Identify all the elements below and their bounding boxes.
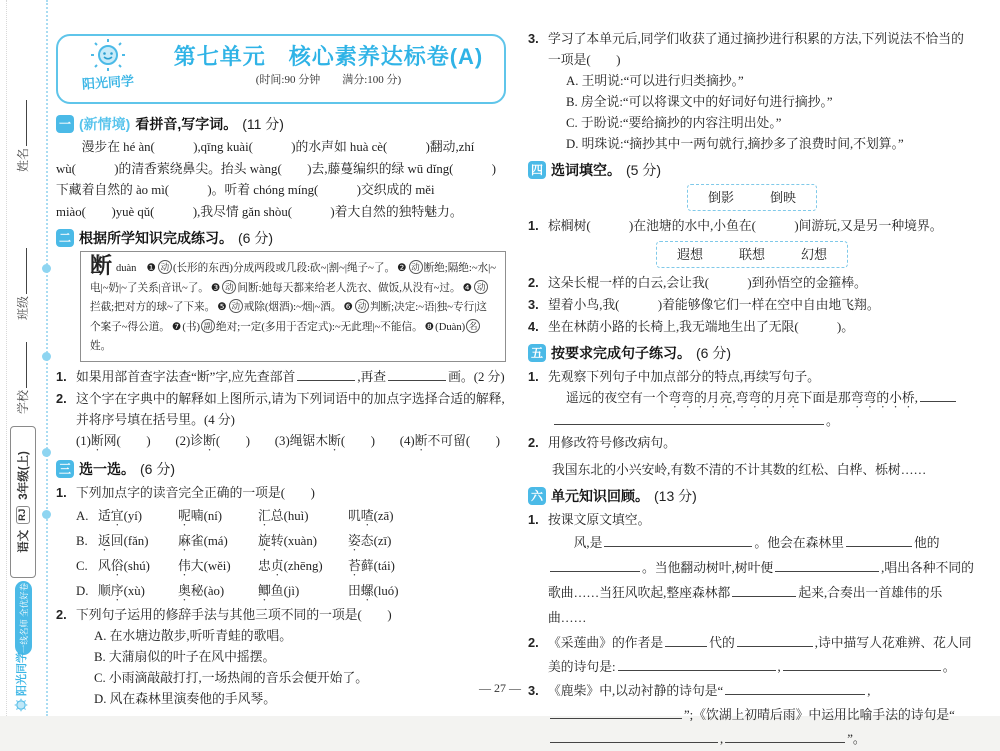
choice-option: B. 大蒲扇似的叶子在风中摇摆。 (94, 649, 276, 664)
dotted-char: 麻 (178, 533, 191, 548)
choice-word (98, 554, 178, 579)
section-4-title: 选词填空。 (551, 162, 621, 178)
answer-blank (783, 657, 941, 671)
dotted-part: 弯弯的月亮 (668, 391, 733, 405)
dotted-char: 伟 (178, 558, 191, 573)
passage-part: 风,是 (573, 536, 603, 550)
question-number: 1. (528, 512, 539, 527)
part-of-speech-icon: 动 (229, 299, 243, 313)
entry-note: (书) (182, 321, 201, 333)
entry-number: ❹ (462, 282, 473, 294)
question-text: 下列句子运用的修辞手法与其他三项不同的一项是( ) (76, 607, 392, 622)
sentence-part: , (732, 391, 736, 405)
section-5-badge: 五 (528, 344, 546, 362)
sentence-part: 下面是那 (799, 391, 851, 405)
dotted-char: 苔 (348, 558, 361, 573)
item-text: ( ) (215, 433, 251, 448)
section-6-header (528, 486, 976, 506)
section-6-title: 单元知识回顾。 (551, 488, 649, 504)
dict-entry (144, 263, 395, 274)
item-text: 棕榈树( )在池塘的水中,小鱼在( )间游玩,又是另一种境界。 (548, 219, 943, 233)
question-text: 。 (942, 660, 956, 674)
page-title: 第七单元 核心素养达标卷(A) (173, 44, 484, 69)
answer-blank (297, 367, 355, 381)
section-5-points: (6 分) (696, 345, 731, 361)
choice-row (56, 504, 506, 529)
part-of-speech-icon: 动 (158, 260, 172, 274)
choice-word (178, 529, 258, 554)
item-text: 网( ) (103, 433, 151, 448)
sentence-part: , (914, 391, 918, 405)
margin-dot (42, 264, 51, 273)
answer-blank (550, 705, 682, 719)
choice-word (348, 504, 393, 529)
question-text: , (777, 660, 781, 674)
section-3-title: 选一选。 (79, 460, 135, 477)
section-1-title: 看拼音,写字词。 (135, 116, 238, 132)
name-label-text: 姓名 (16, 147, 30, 172)
question (528, 432, 976, 454)
dotted-char: 贞 (270, 558, 284, 573)
class-label (14, 246, 31, 320)
entry-text: 判断;决定:~语|独~专行|这个案子~得公道。 (90, 302, 487, 333)
question-text: ,诗中描写人花难辨、花人同美的诗句是: (548, 636, 972, 674)
word-item (400, 431, 500, 454)
part-of-speech-icon: 动 (355, 299, 369, 313)
section-4-badge: 四 (528, 161, 546, 179)
page-edge-dotted-line (6, 0, 7, 716)
choice-option: A. 在水塘边散步,听听青蛙的歌唱。 (94, 628, 292, 643)
header-box (56, 34, 506, 104)
answer-blank (550, 558, 640, 572)
answer-blank (775, 558, 879, 572)
part-of-speech-icon: 名 (466, 319, 480, 333)
answer-blank (846, 533, 912, 547)
book-edition: RJ (16, 506, 30, 524)
item-number: 1. (528, 218, 539, 233)
question-text: ,再查 (357, 369, 387, 384)
dotted-char: 奥 (178, 583, 191, 598)
fill-item (528, 272, 976, 294)
choice-word (178, 554, 258, 579)
word-part: 回(fǎn) (110, 533, 149, 548)
choice-word (258, 529, 348, 554)
word-part: 雀(má) (190, 533, 228, 548)
choice-word: 幻想 (801, 247, 828, 262)
choice-word (348, 554, 395, 579)
book-edition-box (10, 426, 36, 578)
choice-word (178, 504, 258, 529)
question (528, 366, 976, 388)
question-text: ”。 (847, 732, 866, 746)
fill-item (528, 316, 976, 338)
book-grade: 3年级(上) (18, 451, 30, 500)
question (56, 604, 506, 626)
word-part: 风 (98, 558, 111, 573)
section-1-header (56, 114, 506, 134)
section-1-badge: 一 (56, 115, 74, 133)
word-part: (shú) (123, 558, 150, 573)
answer-blank (550, 729, 718, 743)
example-sentence (528, 388, 976, 411)
question-text: ”;《饮湖上初晴后雨》中运用比喻手法的诗句是“ (684, 708, 955, 722)
question (528, 631, 976, 679)
choice-option: C. 小雨滴敲敲打打,一场热闹的音乐会便开始了。 (94, 670, 369, 685)
item-text: (4) (399, 433, 415, 448)
slogan-text: 一线名师 全优好卷 (18, 582, 29, 654)
entry-number: ❼ (171, 321, 182, 333)
choice-option: B. 房全说:“可以将课文中的好词好句进行摘抄。” (566, 95, 833, 109)
question-text: 《采莲曲》的作者是 (548, 636, 664, 650)
question-number: 2. (56, 390, 67, 406)
question-text: 按课文原文填空。 (548, 513, 651, 527)
school-label (14, 340, 31, 414)
choice-word (348, 579, 398, 604)
word-choice-box (656, 241, 848, 268)
student-name-label (14, 98, 31, 172)
word-part: (luó) (373, 583, 399, 598)
side-brand-name: 阳光同学 (16, 652, 28, 696)
entry-number: ❺ (217, 302, 227, 313)
word-part: 态(zī) (360, 533, 392, 548)
word-item (275, 431, 375, 454)
question-text: 画。 (448, 369, 474, 384)
entry-text: (长形的东西)分成两段或几段:砍~|割~|绳子~了。 (172, 263, 396, 274)
header-subtitle: (时间:90 分钟 满分:100 分) (255, 74, 402, 86)
answer-line (528, 411, 976, 432)
answer-blank (725, 729, 845, 743)
question (56, 388, 506, 431)
choice-letter: B. (76, 533, 88, 548)
choice-letter: D. (76, 583, 89, 598)
word-part: 顺 (98, 583, 111, 598)
word-part: 秘(ào) (190, 583, 225, 598)
name-blank (14, 100, 27, 146)
section-3-points: (6 分) (140, 460, 175, 477)
passage-part: 。他会在森林里 (754, 536, 844, 550)
right-column (528, 28, 976, 751)
choice-row (56, 554, 506, 579)
dotted-char: 序 (110, 583, 124, 598)
question (56, 482, 506, 504)
answer-blank (388, 367, 446, 381)
class-blank (14, 248, 27, 294)
dotted-char: 宜 (110, 508, 124, 523)
section-1-tag: (新情境) (79, 116, 131, 132)
entry-text: 间断:她每天都来给老人洗衣、做饭,从没有~过。 (237, 282, 461, 294)
dict-entry (209, 283, 461, 294)
question-text: 用修改符号修改病句。 (548, 436, 676, 450)
dotted-char: 返 (98, 533, 111, 548)
word-part: 叽 (348, 508, 361, 523)
passage-part: 他的 (913, 536, 940, 550)
passage-fill (528, 531, 976, 631)
word-part: 大(wěi) (190, 558, 231, 573)
pinyin-paragraph: 漫步在 hé àn( ),qīng kuài( )的水声如 huà cè( )翻动,zhí wù( )的清香萦绕鼻尖。抬头 wàng( )去,藤蔓编织的绿 wū dǐng( )下藏着自然的 ào mì( )。听着 chóng míng( )交织成的 měi miào( )yuè qǔ( ),我尽情 gǎn shòu( )着大自然的独特魅力。 (56, 140, 497, 219)
choice-word (98, 504, 178, 529)
question-points: (2 分) (473, 369, 505, 384)
answer-blank (604, 533, 752, 547)
word-part: (zā) (373, 508, 394, 523)
question-text: 下列加点字的读音完全正确的一项是( ) (76, 485, 315, 500)
dotted-char: 断 (90, 433, 104, 448)
item-text: (1) (76, 433, 91, 448)
question-number: 3. (528, 683, 539, 698)
sun-mascot-icon (88, 38, 128, 72)
question-text: 如果用部首查字法查“断”字,应先查部首 (76, 369, 296, 384)
section-2-points: (6 分) (238, 230, 273, 246)
entry-number: ❷ (397, 263, 407, 274)
dotted-part: 弯弯的月亮 (735, 391, 800, 405)
answer-blank (737, 633, 813, 647)
word-part: 总(huì) (270, 508, 309, 523)
class-label-text: 班级 (16, 295, 30, 320)
question (528, 28, 976, 71)
choice-word (258, 579, 348, 604)
item-number: 2. (528, 275, 539, 290)
entry-text: 戒除(烟酒):~烟|~酒。 (243, 302, 342, 313)
section-3-header (56, 459, 506, 479)
dotted-char: 姿 (348, 533, 361, 548)
choice-word (98, 579, 178, 604)
entry-number: ❻ (343, 302, 353, 313)
entry-number: ❶ (146, 263, 156, 274)
sun-mascot-icon (14, 698, 28, 712)
margin-dot (42, 352, 51, 361)
question-text: , (867, 684, 871, 698)
margin-dot (42, 510, 51, 519)
dictionary-box (80, 251, 506, 362)
book-subject: 语文 (18, 529, 30, 553)
dotted-char: 呢 (178, 508, 191, 523)
left-column (56, 34, 506, 710)
answer-blank (618, 657, 776, 671)
section-2-header (56, 228, 506, 248)
question-number: 3. (528, 31, 539, 46)
word-part: 适 (98, 508, 111, 523)
slogan-pill (15, 581, 32, 655)
part-of-speech-icon: 动 (474, 280, 488, 294)
dict-entry (170, 322, 423, 333)
dictionary-headword: 断 (90, 253, 113, 278)
sentence-to-correct: 我国东北的小兴安岭,有数不清的不计其数的红松、白桦、栎树…… (552, 463, 927, 477)
item-text: 望着小鸟,我( )着能够像它们一样在空中自由地飞翔。 (548, 298, 880, 312)
part-of-speech-icon: 副 (201, 319, 215, 333)
entry-number: ❽ (424, 321, 435, 333)
passage-part: 起来,合奏出一首雄伟的乐曲…… (548, 586, 943, 625)
item-text: (2)诊 (175, 433, 204, 448)
choice-option: D. 明珠说:“摘抄其中一两句就行,摘抄多了浪费时间,不划算。” (566, 137, 904, 151)
fill-item (528, 215, 976, 237)
word-part: 藓(tái) (360, 558, 395, 573)
choice-word (348, 529, 391, 554)
question-points: (4 分) (203, 412, 235, 427)
brand-name: 阳光同学 (81, 73, 135, 92)
school-label-text: 学校 (16, 389, 30, 414)
fill-item (528, 294, 976, 316)
entry-text: 拦截;把对方的球~了下来。 (90, 302, 216, 313)
entry-text: 绝对;一定(多用于否定式):~无此理|~不能信。 (216, 321, 423, 333)
brand-logo (66, 38, 150, 93)
entry-number: ❸ (210, 282, 221, 294)
choice-word (98, 529, 178, 554)
choice-row (56, 529, 506, 554)
part-of-speech-icon: 动 (409, 260, 423, 274)
school-blank (14, 342, 27, 388)
item-text: 这朵长棍一样的白云,会让我( )到孙悟空的金箍棒。 (548, 276, 867, 290)
question-text: , (720, 732, 724, 746)
question-number: 1. (528, 369, 539, 384)
question-number: 1. (56, 484, 67, 500)
choice-option: A. 王明说:“可以进行归类摘抄。” (566, 74, 744, 88)
question (56, 366, 506, 388)
word-part: (yí) (123, 508, 143, 523)
word-choice-box (687, 184, 817, 211)
answer-blank (554, 411, 824, 425)
question-text: 《鹿柴》中,以动衬静的诗句是“ (548, 684, 724, 698)
word-item (175, 431, 250, 454)
section-3-badge: 三 (56, 460, 74, 478)
word-part: 喃(ní) (190, 508, 223, 523)
section-6-badge: 六 (528, 487, 546, 505)
part-of-speech-icon: 动 (222, 280, 236, 294)
choice-word: 倒映 (770, 190, 797, 205)
question-number: 1. (56, 368, 67, 384)
item-text: (3)绳锯木 (274, 433, 329, 448)
sentence-part: 。 (826, 414, 839, 428)
item-number: 4. (528, 319, 539, 334)
answer-blank (920, 388, 956, 402)
choice-option: C. 于盼说:“要给摘抄的内容注明出处。” (566, 116, 782, 130)
item-text: 不可留( ) (427, 433, 500, 448)
word-part: (zhēng) (283, 558, 323, 573)
word-part: 鱼(jì) (270, 583, 300, 598)
word-items-row (56, 431, 506, 454)
choice-letter: A. (76, 508, 89, 523)
choice-word (178, 579, 258, 604)
question-text: 这个字在字典中的解释如上图所示,请为下列词语中的加点字选择合适的解释,并将序号填在括号里。 (76, 391, 505, 427)
word-part: (xù) (123, 583, 145, 598)
item-text: 坐在林荫小路的长椅上,我无端地生出了无限( )。 (548, 320, 855, 334)
section-1-points: (11 分) (242, 116, 284, 132)
choice-word: 联想 (738, 247, 765, 262)
dotted-char: 喳 (360, 508, 374, 523)
word-part: 忠 (258, 558, 271, 573)
word-part: 转(xuàn) (270, 533, 317, 548)
choice-option: D. 风在森林里演奏他的手风琴。 (94, 691, 276, 706)
section-5-header (528, 343, 976, 363)
passage-part: 。当他翻动树叶,树叶便 (642, 561, 774, 575)
word-item (76, 431, 151, 454)
dotted-char: 螺 (360, 583, 374, 598)
answer-blank (732, 583, 796, 597)
word-part: 田 (348, 583, 361, 598)
dotted-char: 鲫 (258, 583, 271, 598)
choice-word: 倒影 (707, 190, 734, 205)
item-number: 3. (528, 297, 539, 312)
passage-part: ,唱出各种不同的歌曲……当狂风吹起,整座森林都 (548, 561, 974, 600)
dotted-char: 俗 (110, 558, 124, 573)
question-text: 代的 (709, 636, 735, 650)
dotted-char: 断 (414, 433, 428, 448)
section-4-header (528, 160, 976, 180)
entry-note: (Duàn) (435, 321, 466, 333)
dict-entry (215, 302, 341, 313)
margin-dot (42, 448, 51, 457)
dotted-char: 旋 (258, 533, 271, 548)
section-4-points: (5 分) (626, 162, 661, 178)
section-5-title: 按要求完成句子练习。 (551, 345, 691, 361)
question-text: 先观察下列句子中加点部分的特点,再续写句子。 (548, 370, 820, 384)
question-number: 2. (528, 435, 539, 450)
dotted-char: 汇 (258, 508, 271, 523)
entry-text: 断绝;隔绝:~水|~电|~奶|~了关系|音讯~了。 (90, 263, 497, 294)
page-number: — 27 — (479, 681, 521, 695)
item-text: ( ) (340, 433, 376, 448)
section-6-points: (13 分) (654, 488, 697, 504)
choice-row (56, 579, 506, 604)
section-2-badge: 二 (56, 229, 74, 247)
question-number: 2. (56, 606, 67, 622)
question (528, 509, 976, 531)
entry-text: 姓。 (90, 341, 112, 352)
section-2-title: 根据所学知识完成练习。 (79, 230, 233, 246)
choice-word: 遐想 (676, 247, 703, 262)
dictionary-pinyin: duàn (116, 263, 137, 274)
dotted-char: 断 (328, 433, 341, 448)
choice-word (258, 554, 348, 579)
question-text: 学习了本单元后,同学们收获了通过摘抄进行积累的方法,下列说法不恰当的一项是( ) (548, 32, 964, 67)
choice-letter: C. (76, 558, 88, 573)
dotted-part: 弯弯的小桥 (850, 391, 915, 405)
question-number: 2. (528, 635, 539, 650)
choice-word (258, 504, 348, 529)
sentence-part: 遥远的夜空有一个 (566, 391, 669, 405)
dotted-char: 断 (203, 433, 216, 448)
answer-blank (665, 633, 707, 647)
